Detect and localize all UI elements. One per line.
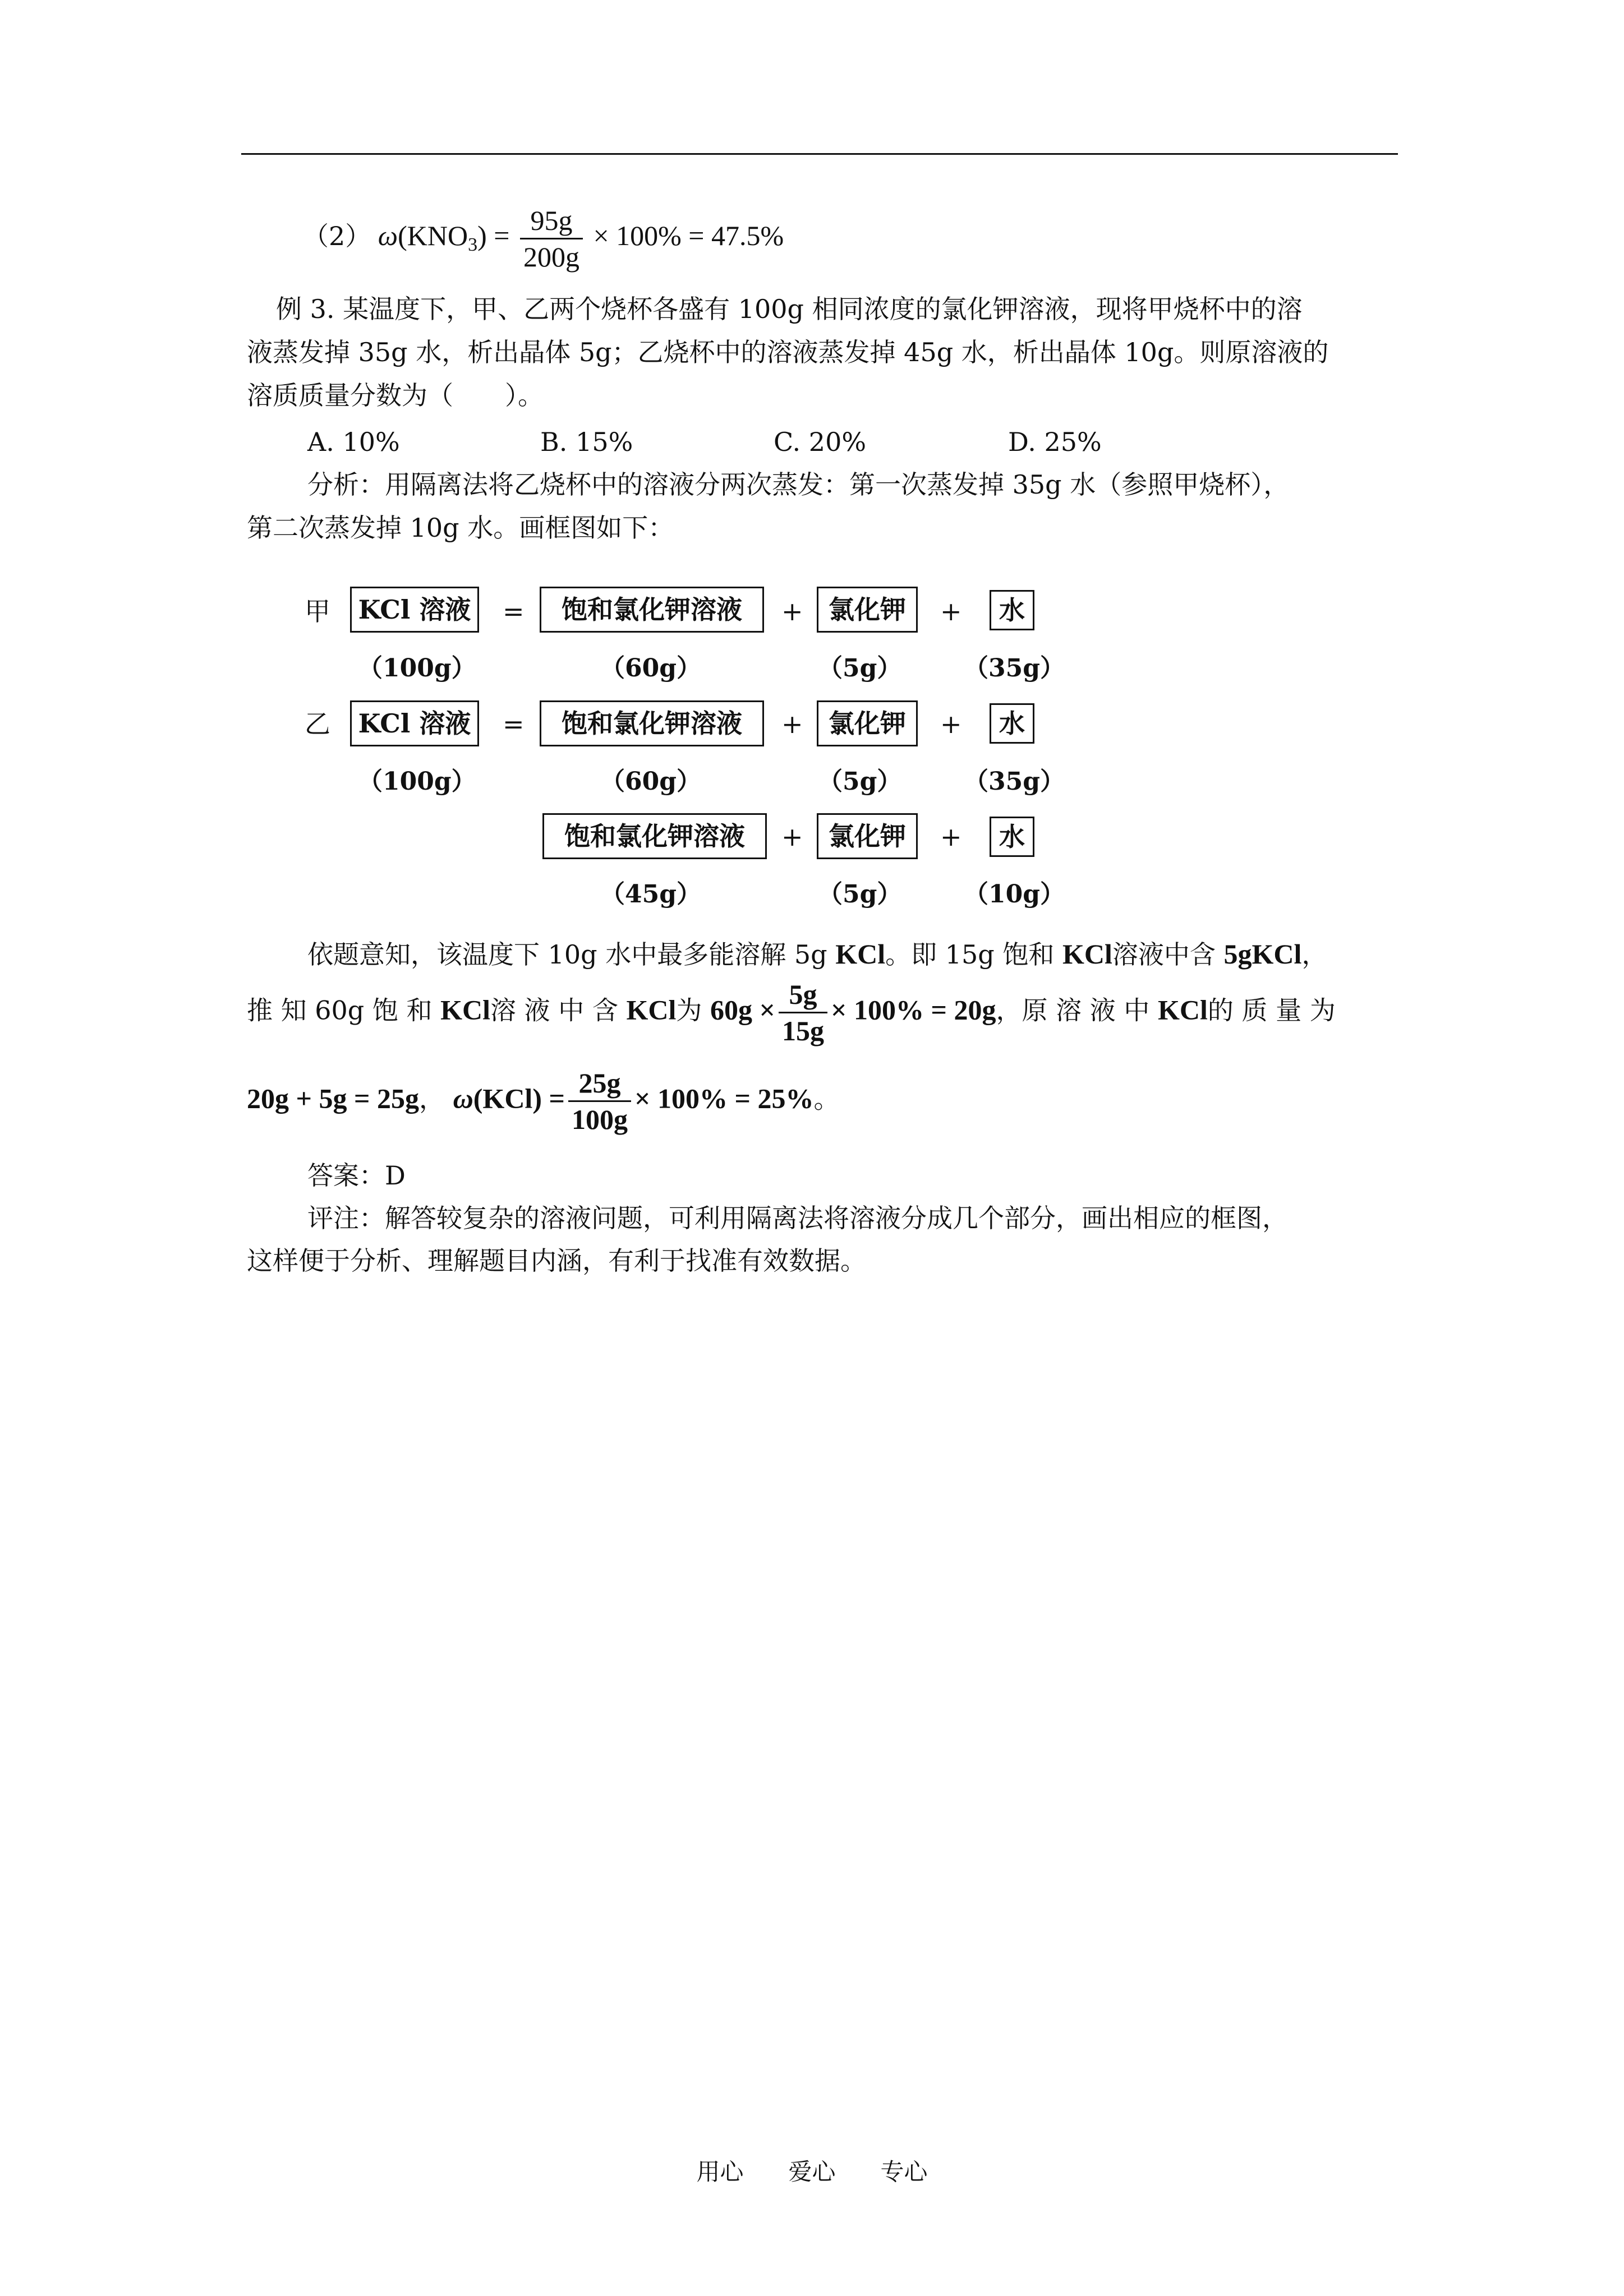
reasoning-text: 溶 液 中 含 xyxy=(490,995,627,1026)
analysis-line1: 分析：用隔离法将乙烧杯中的溶液分两次蒸发：第一次蒸发掉 35g 水（参照甲烧杯）， xyxy=(307,469,1290,500)
option-c: C. 20% xyxy=(774,427,867,457)
equals-sign: = xyxy=(503,596,525,626)
option-b: B. 15% xyxy=(540,427,633,457)
option-a: A. 10% xyxy=(307,427,400,457)
weight-60g: （60g） xyxy=(600,767,701,796)
reasoning-text: 依题意知，该温度下 10g 水中最多能溶解 5g xyxy=(307,939,836,970)
omega-symbol: ω xyxy=(378,219,398,251)
fraction-25-100 xyxy=(568,1069,631,1133)
formula-kno3 xyxy=(303,206,784,271)
weight-35g: （35g） xyxy=(964,767,1065,796)
kcl-box: 氯化钾 xyxy=(817,813,918,859)
plus-sign: + xyxy=(940,822,962,852)
fraction-5-15 xyxy=(779,980,827,1045)
reasoning-text: 为 xyxy=(676,995,711,1026)
weight-35g: （35g） xyxy=(964,654,1065,683)
reasoning-text: ，原 溶 液 中 xyxy=(996,995,1158,1026)
weight-10g: （10g） xyxy=(964,880,1065,909)
omega-kcl: (KCl) = xyxy=(473,1082,565,1114)
fraction-95-200 xyxy=(520,206,583,271)
calc-sum-25g: 20g + 5g = 25g xyxy=(247,1082,419,1114)
analysis-line2: 第二次蒸发掉 10g 水。画框图如下： xyxy=(247,513,674,543)
comment-line1: 评注：解答较复杂的溶液问题，可利用隔离法将溶液分成几个部分，画出相应的框图， xyxy=(307,1203,1288,1233)
calc-60g: 60g × xyxy=(710,994,776,1026)
footer-text: 专心 xyxy=(880,2158,928,2186)
example3-line3: 溶质质量分数为（ ）。 xyxy=(247,380,544,411)
fraction-denominator: 15g xyxy=(782,1015,825,1046)
fraction-numerator: 25g xyxy=(568,1069,631,1102)
example3-line1: 例 3. 某温度下，甲、乙两个烧杯各盛有 100g 相同浓度的氯化钾溶液，现将甲烧杯中的溶 xyxy=(276,294,1303,324)
comment-line2: 这样便于分析、理解题目内涵，有利于找准有效数据。 xyxy=(247,1246,866,1276)
fraction-denominator: 100g xyxy=(571,1104,628,1135)
formula-rhs: × 100% = 47.5% xyxy=(593,219,784,251)
equals-sign: = xyxy=(503,709,525,739)
weight-5g: （5g） xyxy=(818,767,902,796)
kcl-formula: KCl xyxy=(1062,938,1112,970)
fraction-numerator: 95g xyxy=(520,206,583,239)
plus-sign: + xyxy=(781,709,803,739)
kcl-solution-box: KCl 溶液 xyxy=(350,700,479,746)
weight-100g: （100g） xyxy=(358,767,476,796)
saturated-solution-box: 饱和氯化钾溶液 xyxy=(540,587,764,633)
reasoning-text: 溶液中含 xyxy=(1112,939,1224,970)
water-box: 水 xyxy=(990,703,1034,744)
row-label-jia: 甲 xyxy=(305,596,330,626)
calc-result-25pct: × 100% = 25% xyxy=(634,1082,814,1114)
footer-text: 爱心 xyxy=(788,2158,836,2186)
formula-lhs: (KNO xyxy=(398,219,468,251)
footer-text: 用心 xyxy=(696,2158,744,2186)
calc-result-20g: × 100% = 20g xyxy=(831,994,996,1026)
plus-sign: + xyxy=(781,822,803,852)
weight-5g: （5g） xyxy=(818,654,902,683)
saturated-solution-box: 饱和氯化钾溶液 xyxy=(540,700,764,746)
weight-5g: （5g） xyxy=(818,880,902,909)
option-d: D. 25% xyxy=(1008,427,1102,457)
reasoning-text: ， xyxy=(1301,939,1328,970)
example3-line2: 液蒸发掉 35g 水，析出晶体 5g；乙烧杯中的溶液蒸发掉 45g 水，析出晶体 10g。则原溶液的 xyxy=(247,337,1329,367)
header-rule xyxy=(241,153,1398,155)
weight-60g: （60g） xyxy=(600,654,701,683)
weight-45g: （45g） xyxy=(600,880,701,909)
water-box: 水 xyxy=(990,817,1034,857)
reasoning-line1 xyxy=(307,940,1327,968)
reasoning-line2 xyxy=(247,980,1336,1045)
plus-sign: + xyxy=(940,596,962,626)
kcl-formula: 5gKCl xyxy=(1223,938,1302,970)
reasoning-text: 的 质 量 为 xyxy=(1207,995,1336,1026)
plus-sign: + xyxy=(781,596,803,626)
fraction-numerator: 5g xyxy=(779,980,827,1013)
water-box: 水 xyxy=(990,590,1034,630)
formula-lhs-close: ) = xyxy=(477,219,510,251)
saturated-solution-box: 饱和氯化钾溶液 xyxy=(542,813,767,859)
kcl-box: 氯化钾 xyxy=(817,700,918,746)
omega-symbol: ω xyxy=(453,1082,473,1114)
fraction-denominator: 200g xyxy=(523,241,579,273)
kcl-formula: KCl xyxy=(440,994,490,1026)
formula-subscript: 3 xyxy=(468,234,478,255)
reasoning-text: 。即 15g 饱和 xyxy=(885,939,1062,970)
kcl-solution-box: KCl 溶液 xyxy=(350,587,479,633)
kcl-formula: KCl xyxy=(1158,994,1208,1026)
weight-100g: （100g） xyxy=(358,654,476,683)
plus-sign: + xyxy=(940,709,962,739)
formula-prefix: （2） xyxy=(303,220,371,251)
reasoning-text: 推 知 60g 饱 和 xyxy=(247,995,441,1026)
reasoning-line3 xyxy=(247,1069,839,1133)
reasoning-text: ， xyxy=(418,1084,445,1114)
kcl-formula: KCl xyxy=(835,938,886,970)
kcl-formula: KCl xyxy=(626,994,677,1026)
row-label-yi: 乙 xyxy=(305,709,330,739)
kcl-box: 氯化钾 xyxy=(817,587,918,633)
page-footer xyxy=(0,2154,1624,2187)
answer-line: 答案：D xyxy=(307,1160,406,1191)
reasoning-text: 。 xyxy=(813,1084,840,1114)
